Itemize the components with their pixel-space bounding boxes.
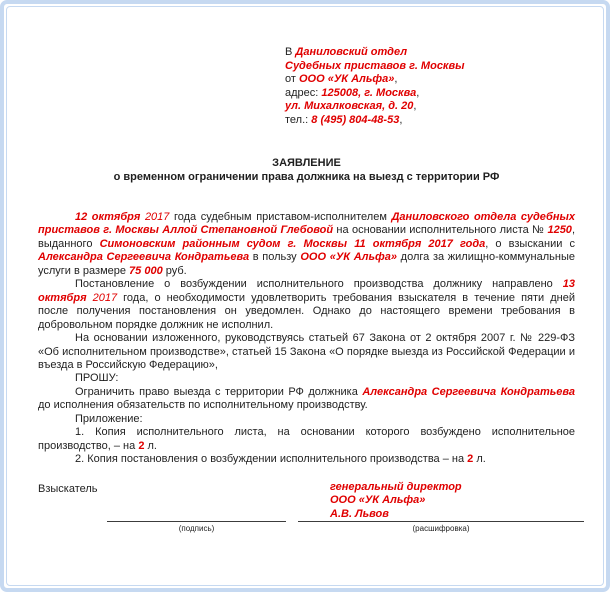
title-block	[38, 156, 575, 184]
decryption-caption: (расшифровка)	[412, 524, 470, 533]
addressee-line: ул. Михалковская, д. 20,	[285, 100, 417, 112]
body-paragraph: Ограничить право выезда с территории РФ должника Александра Сергеевича Кондратьева до исполнения обязательств по исполнительному производству.	[38, 385, 575, 412]
attachment-item: 2. Копия постановления о возбуждении исполнительного производства – на 2 л.	[75, 453, 486, 466]
signer-name: А.В. Львов	[330, 507, 389, 520]
signature-line	[107, 521, 286, 522]
addressee-line: от ООО «УК Альфа»,	[285, 73, 398, 85]
body-paragraph: На основании изложенного, руководствуясь статьей 67 Закона от 2 октября 2007 г. № 229-ФЗ «Об исполнительном производстве», статьей 15 Закона «О порядке выезда из Российской Федерации и въезда в Российскую Федерацию»,	[38, 332, 575, 371]
attachments-heading: Приложение:	[75, 412, 143, 425]
body-paragraph: Постановление о возбуждении исполнительного производства должнику направлено 13 октября 2017 года, о необходимости удовлетворить требования взыскателя в течение пяти дней после получения постановления он уведомлен. Однако до настоящего времени требования в добровольном порядке должник не исполнил.	[38, 278, 576, 331]
addressee-line: тел.: 8 (495) 804-48-53,	[285, 113, 403, 126]
document-subtitle: о временном ограничении права должника на выезд с территории РФ	[113, 171, 500, 183]
signature-caption: (подпись)	[178, 524, 215, 533]
request-heading: ПРОШУ:	[75, 372, 119, 385]
attachment-item: 1. Копия исполнительного листа, на основании которого возбуждено исполнительное производство, – на 2 л.	[38, 426, 575, 452]
addressee-line: Судебных приставов г. Москвы	[285, 59, 465, 72]
signer-position: генеральный директор	[330, 481, 462, 493]
addressee-block	[285, 46, 465, 127]
addressee-line: адрес: 125008, г. Москва,	[285, 86, 420, 99]
decryption-line	[298, 521, 584, 522]
document-title: ЗАЯВЛЕНИЕ	[272, 157, 341, 169]
signer-block	[330, 481, 462, 521]
body-paragraph: 12 октября 2017 года судебным приставом-исполнителем Даниловского отдела судебных приставов г. Москвы Аллой Степановной Глебовой на основании исполнительного листа № 1250, выданного Симоновским районным судом г. Москвы 11 октября 2017 года, о взыскании с Александра Сергеевича Кондратьева в пользу ООО «УК Альфа» долга за жилищно-коммунальные услуги в размере 75 000 руб.	[38, 211, 575, 277]
addressee-line: В Даниловский отдел	[285, 46, 408, 58]
signer-company: ООО «УК Альфа»	[330, 494, 426, 507]
claimant-label: Взыскатель	[38, 483, 98, 495]
document-body	[38, 211, 575, 467]
